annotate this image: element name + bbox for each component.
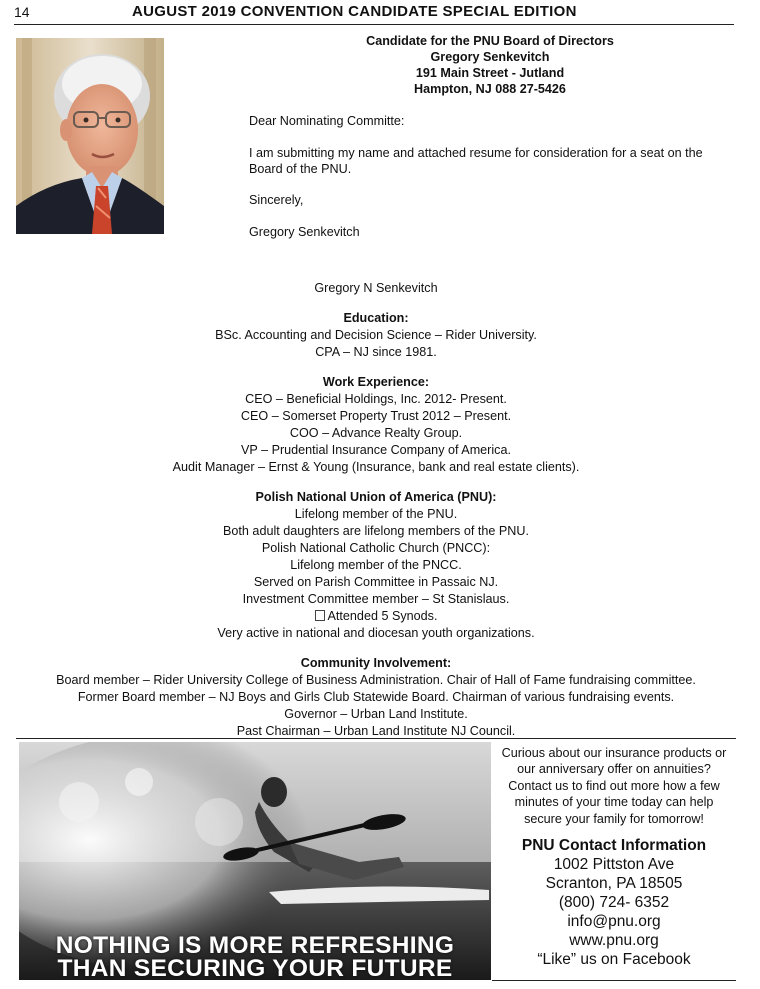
pnu-item: Polish National Catholic Church (PNCC): — [261, 541, 491, 555]
ad-slogan-line1: NOTHING IS MORE REFRESHING — [55, 932, 455, 959]
resume-name: Gregory N Senkevitch — [314, 281, 438, 295]
ad-slogan-line2: THAN SECURING YOUR FUTURE — [57, 955, 453, 980]
candidate-photo — [16, 38, 164, 234]
pnu-item: Both adult daughters are lifelong members of the PNU. — [223, 524, 529, 538]
letter-signature: Gregory Senkevitch — [249, 225, 360, 239]
work-item: VP – Prudential Insurance Company of America. — [241, 443, 511, 457]
candidate-title: Candidate for the PNU Board of Directors — [366, 34, 614, 48]
community-item: Board member – Rider University College of Business Administration. Chair of Hall of Fame fundraising committee. — [56, 673, 696, 687]
ad-copy-line: minutes of your time today can help — [514, 795, 714, 810]
community-item: Former Board member – NJ Boys and Girls Club Statewide Board. Chairman of various fundraising events. — [77, 690, 675, 704]
checkbox-glyph-icon — [315, 610, 325, 621]
pnu-item: Served on Parish Committee in Passaic NJ. — [253, 575, 499, 589]
section-divider — [16, 738, 736, 739]
community-heading: Community Involvement: — [300, 656, 452, 670]
candidate-city: Hampton, NJ 088 27-5426 — [414, 82, 566, 96]
work-item: CEO – Beneficial Holdings, Inc. 2012- Present. — [245, 392, 507, 406]
education-heading: Education: — [343, 311, 409, 325]
ad-photo — [19, 742, 491, 980]
community-item: Past Chairman – Urban Land Institute NJ Council. — [236, 724, 516, 738]
ad-copy — [492, 745, 736, 827]
bottom-rule — [492, 980, 736, 981]
contact-website: www.pnu.org — [569, 932, 659, 950]
ad-contact-panel — [492, 742, 736, 980]
letter-closing: Sincerely, — [249, 193, 304, 207]
education-item: BSc. Accounting and Decision Science – Rider University. — [215, 328, 537, 342]
contact-title: PNU Contact Information — [521, 837, 707, 855]
page-header — [14, 4, 734, 25]
candidate-street: 191 Main Street - Jutland — [415, 66, 565, 80]
contact-city: Scranton, PA 18505 — [545, 875, 683, 893]
work-item: Audit Manager – Ernst & Young (Insurance, bank and real estate clients). — [172, 460, 580, 474]
contact-address: 1002 Pittston Ave — [553, 856, 675, 874]
pnu-item: Lifelong member of the PNU. — [294, 507, 458, 521]
pnu-item-synods: Attended 5 Synods. — [16, 608, 736, 625]
edition-title: AUGUST 2019 CONVENTION CANDIDATE SPECIAL EDITION — [132, 3, 577, 20]
pnu-item: Lifelong member of the PNCC. — [290, 558, 462, 572]
work-heading: Work Experience: — [322, 375, 430, 389]
pnu-heading: Polish National Union of America (PNU): — [255, 490, 497, 504]
candidate-info — [250, 33, 730, 97]
pnu-item: Investment Committee member – St Stanislaus. — [242, 592, 510, 606]
letter-body: I am submitting my name and attached resume for consideration for a seat on the Board of the PNU. — [249, 146, 703, 176]
education-item: CPA – NJ since 1981. — [315, 345, 437, 359]
letter-salutation: Dear Nominating Committe: — [249, 114, 405, 128]
ad-copy-line: Contact us to find out more how a few — [508, 778, 720, 793]
resume — [16, 280, 736, 740]
ad-copy-line: our anniversary offer on annuities? — [517, 762, 711, 777]
ad-copy-line: secure your family for tomorrow! — [524, 811, 704, 826]
ad-copy-line: Curious about our insurance products or — [501, 746, 727, 760]
pnu-item: Very active in national and diocesan youth organizations. — [217, 626, 535, 640]
community-item: Governor – Urban Land Institute. — [284, 707, 468, 721]
candidate-name: Gregory Senkevitch — [430, 50, 550, 64]
contact-email: info@pnu.org — [567, 913, 661, 931]
contact-phone: (800) 724- 6352 — [558, 894, 670, 912]
page-number: 14 — [14, 4, 30, 20]
work-item: COO – Advance Realty Group. — [289, 426, 463, 440]
work-item: CEO – Somerset Property Trust 2012 – Present. — [240, 409, 512, 423]
contact-facebook: “Like” us on Facebook — [537, 951, 691, 969]
